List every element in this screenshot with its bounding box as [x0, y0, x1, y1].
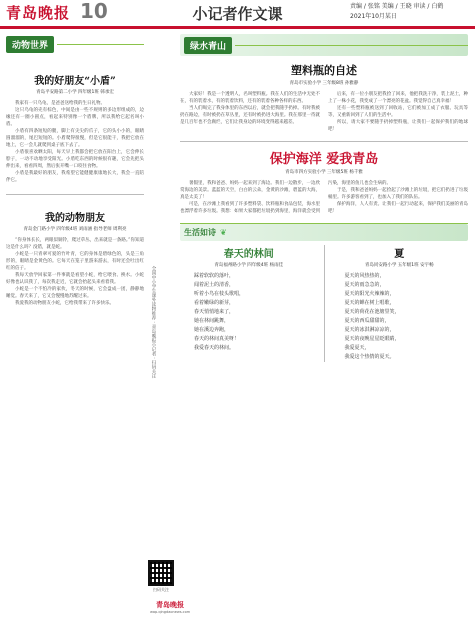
section-line — [235, 45, 468, 46]
right-column — [180, 34, 468, 362]
article-protect-ocean — [180, 148, 468, 215]
poem-summer — [325, 245, 469, 362]
poem-line: 夏天的冰淇淋凉凉的， — [344, 327, 395, 333]
paragraph: 后来，有一位小朋友把我捡了回来，他把我洗干净，装上泥土，种上了一株小花，我变成了一个漂亮的花盆。我觉得自己真幸福！ — [328, 92, 468, 104]
paragraph: 所以，请大家不要随手扔掉塑料瓶，让我们一起保护我们的地球吧！ — [328, 120, 468, 132]
paragraph: 当人们喝完了我身体里的东西以后，就会把我随手扔掉。有时我被扔在路边，有时被扔在草丛里，还有时被扔进大海里。我在那里一待就是几百年也不会腐烂，它们让我身边的环境变得越来越差。 — [180, 106, 320, 125]
poem-line: 春天的林间真美呀！ — [194, 336, 240, 342]
qr-label: 扫码关注 — [153, 587, 169, 592]
article-divider — [6, 194, 144, 195]
paragraph: 这只乌龟的壳有棕色，中间是由一些不规则的多边形组成的，边缘还有一圈小圆点，看起来特别像一个盾牌，所以我给它起名叫小盾。 — [6, 108, 144, 127]
paragraph: 我爱我的动物朋友小蛇，它给我带来了许多快乐。 — [15, 301, 114, 306]
poem-body — [180, 272, 318, 353]
middle-vertical-strip: 全国中小学生课外读物推荐 · 青岛晚报小记者 · 扫码关注 — [151, 266, 156, 379]
article-body — [180, 91, 468, 133]
issue-date: 2021年10月某日 — [350, 13, 397, 20]
paragraph: 于是，我和爸爸妈妈一起捡起了沙滩上的垃圾，把它们扔进了垃圾桶里。许多游客看到了，也加入了我们的队伍。 — [328, 188, 468, 200]
left-column — [6, 34, 144, 307]
article-body — [6, 100, 144, 184]
poem-line: 踩着软软的落叶， — [194, 273, 235, 279]
poem-byline: 青岛福州路小学 四年级4班 杨雨佳 — [214, 263, 284, 268]
article-byline: 青岛市实验小学 三年级8班 孙雅静 — [289, 81, 359, 86]
poem-title: 春天的林间 — [223, 249, 274, 260]
page-title: 小记者作文课 — [192, 5, 283, 23]
masthead-rule — [0, 26, 475, 29]
poetry-box — [180, 223, 468, 362]
paragraph: 保护海洋，人人有责。让我们一起行动起来，保护我们美丽的青岛吧！ — [328, 202, 468, 214]
poems-row — [180, 245, 468, 362]
poem-line: 她在林间跳舞， — [194, 318, 230, 324]
poem-line: 看着嫩绿的新芽， — [194, 300, 235, 306]
section-header-green — [180, 34, 468, 56]
poetry-header-label: 生活如诗 — [184, 228, 216, 237]
footer-url[interactable]: wap.qingdaonews.com — [150, 610, 191, 614]
paragraph: “你身体长长，两眼似铜铃，爬过草丛，出来就是一条路。”你知道这是什么吗？没错，就是蛇。 — [6, 238, 144, 250]
article-title: 我的动物朋友 — [45, 213, 105, 224]
section-tag: 绿水青山 — [184, 37, 232, 54]
article-body — [180, 180, 468, 215]
paragraph: 还有一些塑料瓶被送到了回收站，它们被加工成了衣服、玩具等等，又重新回到了人们的生活中。 — [328, 106, 468, 118]
poem-body — [331, 272, 469, 362]
section-header-animals — [6, 34, 144, 54]
poem-title: 夏 — [394, 249, 405, 260]
footer — [150, 600, 190, 614]
masthead-logo: 青岛晚报 — [6, 4, 71, 22]
page-number: 10 — [80, 0, 108, 23]
paragraph: 我家有一只乌龟，是爸爸送给我的生日礼物。 — [15, 101, 105, 106]
editor-credits: 责编 / 张铭 美编 / 王晓 审读 / 白鹤 — [350, 3, 444, 10]
poem-line: 我爱夏天， — [344, 345, 370, 351]
qr-block[interactable] — [146, 560, 176, 593]
masthead-meta — [350, 2, 443, 22]
article-body — [6, 237, 144, 307]
paragraph: 小蛇是一个不怕冷的家伙，冬天的时候，它会盘成一团，静静地睡觉。春天来了，它又会慢慢地苏醒过来。 — [6, 287, 144, 299]
paragraph: 小盾很喜欢晒太阳，每天早上我都会把它放在阳台上，它会伸长脖子，一动不动地享受阳光。小盾吃东西的时候很有趣，它会先把头伸出来，看看四周，然后张开嘴一口咬住食物。 — [6, 150, 144, 169]
article-good-friend — [6, 72, 144, 184]
poem-line: 听着小鸟在枝头歌唱， — [194, 291, 245, 297]
paragraph: 可是，在沙滩上我看到了许多塑料袋、饮料瓶和食品包装，海水里也漂浮着许多垃圾。我想：如果大家都把垃圾扔到海里，海洋就会受到污染，海里的鱼儿也会生病的。 — [180, 181, 391, 214]
poem-line: 夏天的雨急急的， — [344, 282, 385, 288]
article-plastic-bottle — [180, 62, 468, 133]
poem-line: 春天悄悄地来了， — [194, 309, 235, 315]
poem-line: 夏天的夜晚星星眨眼睛， — [344, 336, 400, 342]
poetry-header — [180, 224, 468, 241]
poem-line: 她在溪边奔跑， — [194, 327, 230, 333]
paragraph: 暑假里，我和爸爸、妈妈一起来到了海边。我们一边散步，一边欣赏海边的美景。蓝蓝的天空，白白的云朵，金黄的沙滩，碧蓝的大海，真是太美了！ — [180, 181, 320, 200]
poem-line: 夏天的风热热的， — [344, 273, 385, 279]
article-byline: 青岛市四方实验小学 三年级5班 杨千雅 — [285, 170, 363, 175]
poem-line: 我爱这个热情的夏天。 — [344, 354, 395, 360]
article-title: 塑料瓶的自述 — [291, 64, 357, 77]
footer-logo: 青岛晚报 — [156, 601, 184, 609]
article-animal-friend — [6, 209, 144, 307]
paragraph: 大家好！我是一个透明人，名叫塑料瓶。我在人们的生活中无处不在，有的装着水，有的装着饮料，还有的装着各种各样的东西。 — [180, 92, 320, 104]
article-title: 我的好朋友“小盾” — [34, 76, 116, 87]
paragraph: 小盾是我最好的朋友，我希望它能健健康康地长大，我会一直陪伴它。 — [6, 171, 144, 183]
paragraph: 小蛇是一只青翠可爱的竹叶青，它的身体是碧绿色的，头是三角形的，眼睛是金黄色的。它每天在笼子里游来游去，有时还会吐出红红的信子。 — [6, 252, 144, 271]
section-tag: 动物世界 — [6, 36, 54, 53]
section-line — [57, 44, 144, 45]
poem-line: 夏天的蝉在树上唱歌， — [344, 300, 395, 306]
poem-line: 夏天的荷花在池塘里笑， — [344, 309, 400, 315]
poem-line: 夏天的阳光火辣辣的， — [344, 291, 395, 297]
poem-line: 夏天的西瓜甜甜的， — [344, 318, 390, 324]
paragraph: 我每天放学回家第一件事就是看望小蛇，给它喂食、换水。小蛇好像也认识我了，每次我走近，它就会抬起头来看着我。 — [6, 273, 144, 285]
poem-line: 我爱春天的林间。 — [194, 345, 235, 351]
poem-byline: 青岛同安路小学 五年级1班 安宇畅 — [364, 263, 434, 268]
poem-line: 闻着泥土的清香， — [194, 282, 235, 288]
article-byline: 青岛平安路第二小学 四年级1班 韩承宏 — [36, 90, 114, 95]
qr-code-icon[interactable] — [148, 560, 174, 586]
article-divider — [180, 141, 468, 142]
article-byline: 青岛金门路小学 四年级4班 刘雨涵 指导老师 周利亮 — [23, 227, 127, 232]
article-title: 保护海洋 爱我青岛 — [269, 152, 379, 167]
paragraph: 小盾有四条短短的腿，脚上有尖尖的爪子，它的头小小的，眼睛圆溜溜的，尾巴短短的。小盾爬得很慢，但是它很能干，我把它放在地上，它一会儿就爬到桌子底下去了。 — [6, 129, 144, 148]
leaf-icon: ❦ — [220, 228, 227, 237]
poem-spring-forest — [180, 245, 324, 362]
